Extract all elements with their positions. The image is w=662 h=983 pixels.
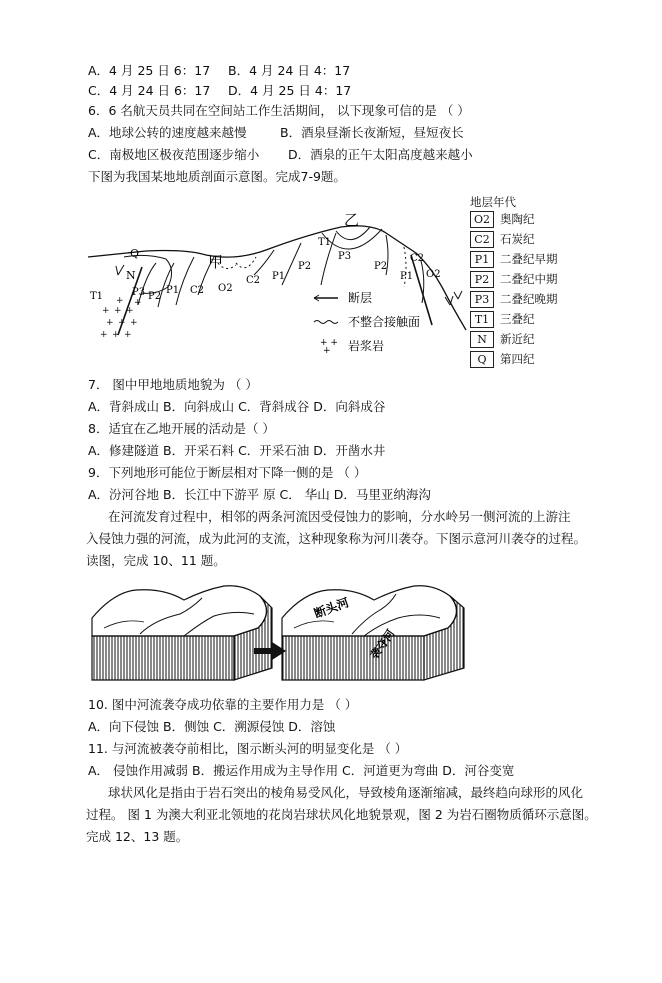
stratum-p3-mid: P3 xyxy=(338,251,352,262)
q8-options: A．修建隧道 B．开采石料 C．开采石油 D．开凿水井 xyxy=(88,443,386,458)
legend-row xyxy=(470,231,580,249)
legend-name: 三叠纪 xyxy=(500,312,535,326)
svg-text:+: + xyxy=(106,318,114,328)
svg-text:+: + xyxy=(114,306,122,316)
key-fault: 断层 xyxy=(348,291,373,305)
stratum-p1-right: P1 xyxy=(400,271,414,282)
river-capture-figure xyxy=(84,578,476,686)
q10-stem: 10. 图中河流袭夺成功依靠的主要作用力是 （ ） xyxy=(88,697,358,712)
block-after-capture xyxy=(282,586,464,680)
intro-7-9: 下图为我国某地地质剖面示意图。完成7-9题。 xyxy=(88,169,346,184)
q5-option-c: C．4 月 24 日 6：17 xyxy=(88,83,211,98)
legend-title: 地层年代 xyxy=(470,195,516,209)
legend-code: N xyxy=(470,331,494,348)
legend-code: T1 xyxy=(470,311,494,328)
q5-option-b: B．4 月 24 日 4：17 xyxy=(228,63,351,78)
q10-options: A．向下侵蚀 B．侧蚀 C．溯源侵蚀 D．溶蚀 xyxy=(88,719,336,734)
legend-name: 石炭纪 xyxy=(500,232,535,246)
stratum-p1-mid: P1 xyxy=(272,271,286,282)
legend-code: P1 xyxy=(470,251,494,268)
unconformity-key-line xyxy=(314,321,338,324)
legend-code: O2 xyxy=(470,211,494,228)
svg-text:+: + xyxy=(116,296,124,306)
stratum-o2-right: O2 xyxy=(426,269,441,280)
stratum-p1-left: P1 xyxy=(166,285,180,296)
q6-option-b: B．酒泉昼渐长夜渐短，昼短夜长 xyxy=(280,125,464,140)
key-unconformity: 不整合接触面 xyxy=(348,315,421,329)
stratum-q: Q xyxy=(130,247,140,260)
block-before-capture xyxy=(92,586,272,680)
q6-stem: 6．6 名航天员共同在空间站工作生活期间， 以下现象可信的是 （ ） xyxy=(88,103,470,118)
legend-row xyxy=(470,271,580,289)
svg-text:+: + xyxy=(126,306,134,316)
intro-10-11-line3: 读图，完成 10、11 题。 xyxy=(86,553,226,568)
q7-options: A．背斜成山 B．向斜成山 C．背斜成谷 D．向斜成谷 xyxy=(88,399,386,414)
stratum-p2-left: P2 xyxy=(148,291,162,302)
stratum-c2-left: C2 xyxy=(190,285,205,296)
svg-text:+: + xyxy=(118,318,126,328)
legend-name: 第四纪 xyxy=(500,352,535,366)
legend-name: 二叠纪晚期 xyxy=(500,292,558,306)
intro-10-11-line1: 在河流发育过程中，相邻的两条河流因受侵蚀力的影响，分水岭另一侧河流的上游注 xyxy=(108,509,571,524)
legend-name: 奥陶纪 xyxy=(500,212,535,226)
label-duantou-river: 断头河 xyxy=(312,595,351,621)
legend-row xyxy=(470,351,580,369)
legend-row xyxy=(470,291,580,309)
label-xiduo-river: 袭夺河 xyxy=(367,627,398,662)
svg-text:+: + xyxy=(323,346,331,356)
svg-text:+: + xyxy=(112,330,120,340)
stratum-t1-left: T1 xyxy=(90,291,104,302)
q6-option-c: C．南极地区极夜范围逐步缩小 xyxy=(88,147,260,162)
intro-10-11-line2: 入侵蚀力强的河流，成为此河的支流，这种现象称为河川袭夺。下图示意河川袭夺的过程。 xyxy=(86,531,587,546)
stratum-t1-top: T1 xyxy=(318,237,332,248)
legend-code: C2 xyxy=(470,231,494,248)
svg-text:+: + xyxy=(102,306,110,316)
q8-stem: 8．适宜在乙地开展的活动是（ ） xyxy=(88,421,275,436)
legend-row xyxy=(470,331,580,349)
stratum-p2-mid: P2 xyxy=(298,261,312,272)
legend-row xyxy=(470,251,580,269)
stratum-c2-right: C2 xyxy=(410,253,425,264)
magma-crosses xyxy=(100,296,142,340)
stratum-o2-left: O2 xyxy=(218,283,233,294)
geologic-profile-figure xyxy=(86,195,472,365)
intro-12-13-line2: 过程。 图 1 为澳大利亚北领地的花岗岩球状风化地貌景观，图 2 为岩石圈物质循环示意图。 xyxy=(86,807,597,822)
legend-code: P2 xyxy=(470,271,494,288)
intro-12-13-line1: 球状风化是指由于岩石突出的棱角易受风化，导致棱角逐渐缩减，最终趋向球形的风化 xyxy=(108,785,584,800)
legend-code: Q xyxy=(470,351,494,368)
stratum-c2-mid: C2 xyxy=(246,275,261,286)
q9-stem: 9．下列地形可能位于断层相对下降一侧的是 （ ） xyxy=(88,465,367,480)
q6-option-a: A．地球公转的速度越来越慢 xyxy=(88,125,247,140)
q5-option-d: D．4 月 25 日 4：17 xyxy=(228,83,352,98)
stratum-p2-right: P2 xyxy=(374,261,388,272)
stratum-n: N xyxy=(126,269,136,282)
stratum-p3-left: P3 xyxy=(132,287,146,298)
q9-options: A．汾河谷地 B．长江中下游平 原 C． 华山 D．马里亚纳海沟 xyxy=(88,487,431,502)
svg-text:+: + xyxy=(134,298,142,308)
legend-code: P3 xyxy=(470,291,494,308)
q11-stem: 11. 与河流被袭夺前相比，图示断头河的明显变化是 （ ） xyxy=(88,741,408,756)
legend-name: 二叠纪早期 xyxy=(500,252,558,266)
key-magma: 岩浆岩 xyxy=(348,339,385,353)
legend-name: 新近纪 xyxy=(500,332,535,346)
q7-stem: 7． 图中甲地地质地貌为 （ ） xyxy=(88,377,258,392)
svg-text:+: + xyxy=(100,330,108,340)
svg-text:+: + xyxy=(124,330,132,340)
svg-text:+: + xyxy=(130,318,138,328)
q6-option-d: D．酒泉的正午太阳高度越来越小 xyxy=(288,147,473,162)
q11-options: A． 侵蚀作用减弱 B．搬运作用成为主导作用 C．河道更为弯曲 D．河谷变宽 xyxy=(88,763,515,778)
legend-name: 二叠纪中期 xyxy=(500,272,558,286)
label-jia: 甲 xyxy=(208,253,224,271)
legend-row xyxy=(470,211,580,229)
intro-12-13-line3: 完成 12、13 题。 xyxy=(86,829,189,844)
label-yi: 乙 xyxy=(344,211,360,229)
q5-option-a: A．4 月 25 日 6：17 xyxy=(88,63,211,78)
legend-row xyxy=(470,311,580,329)
magma-key-symbol: + + xyxy=(320,338,338,348)
